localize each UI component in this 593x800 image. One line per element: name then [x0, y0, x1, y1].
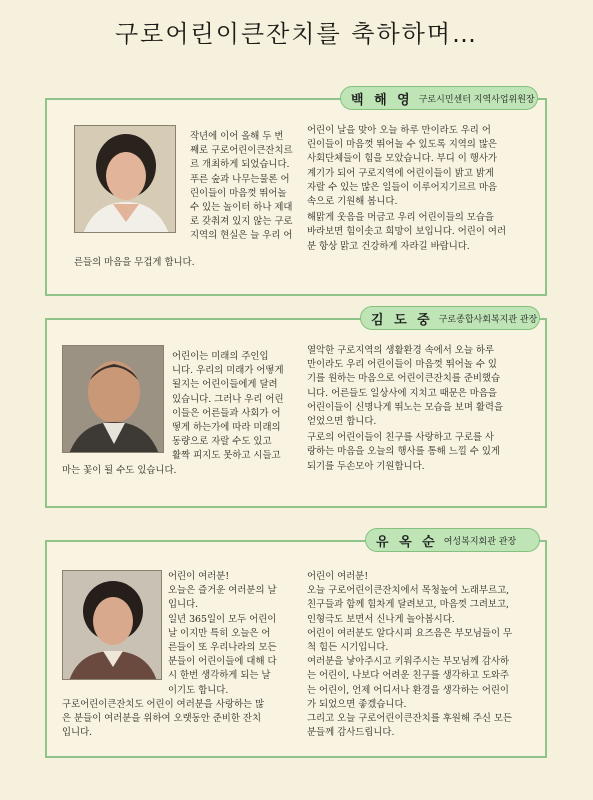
text-line: 구로의 어린이들이 친구를 사랑하고 구로를 사	[307, 432, 494, 444]
text-line: 어린이들이 신명나게 뛰노는 모습을 보며 활력을	[307, 401, 504, 413]
text-line: 계기가 되어 구로지역에 어린이들이 밝고 밝게	[307, 167, 494, 179]
text-line: 린이들이 마음껏 뛰어놀	[190, 187, 287, 199]
text-line: 가 되었으면 좋겠습니다.	[307, 698, 407, 710]
column-text	[172, 350, 284, 464]
text-line: 어린이 여러분도 알다시피 요즈음은 부모님들이 무	[307, 627, 513, 639]
text-line: 인형극도 보면서 신나게 놀아봅시다.	[307, 613, 455, 625]
column-text	[62, 464, 177, 478]
text-line: 만이라도 우리 어린이들이 마음껏 뛰어놀 수 있	[307, 359, 497, 371]
text-line: 얻었으면 합니다.	[307, 416, 377, 428]
text-line: 오늘은 즐거운 여러분의 날	[168, 585, 277, 597]
text-line: 은 분들이 여러분을 위하여 오랫동안 준비한 잔치	[62, 713, 262, 725]
name-tag	[360, 306, 540, 330]
text-line: 니다. 우리의 미래가 어떻게	[172, 365, 284, 377]
person-role: 구로종합사회복지관 관장	[438, 314, 538, 325]
person-name: 백 해 영	[351, 92, 413, 108]
name-tag	[340, 86, 538, 110]
text-line: 는 어린이, 나보다 어려운 친구를 생각하고 도와주	[307, 670, 509, 682]
text-line: 어린이는 미래의 주인입	[172, 351, 269, 362]
text-line: 일년 365일이 모두 어린이	[168, 613, 277, 625]
text-line: 니다. 어른들도 일상사에 지치고 때문은 마음을	[307, 387, 497, 399]
text-line: 르 개최하게 되었습니다.	[190, 159, 290, 171]
person-role: 여성복지회관 관장	[443, 536, 517, 547]
text-line: 째로 구로어린이큰잔치르	[190, 145, 293, 157]
column-text	[307, 570, 512, 740]
text-line: 수 있는 놀이터 하나 제대	[190, 202, 293, 214]
text-line: 기를 원하는 마음으로 어린이큰잔치를 준비했습	[307, 373, 501, 385]
text-line: 분들께 감사드립니다.	[307, 727, 395, 739]
text-line: 로 갖춰져 있지 않는 구로	[190, 216, 293, 228]
text-line: 자랄 수 있는 많은 일들이 이루어지기르르 마음	[307, 181, 497, 193]
text-line: 해맑게 웃음을 머금고 우리 어린이들의 모습을	[307, 212, 494, 224]
text-line: 어린이 여러분!	[307, 571, 369, 582]
text-line: 열악한 구로지역의 생활환경 속에서 오늘 하루	[307, 345, 494, 356]
person-role: 구로시민센터 지역사업위원장	[418, 94, 535, 105]
text-line: 날 이지만 특히 오늘은 어	[168, 627, 271, 639]
text-line: 는 어린이, 언제 어디서나 환경을 생각하는 어린이	[307, 684, 509, 696]
column-text	[307, 124, 506, 254]
portrait-photo	[74, 125, 176, 233]
text-line: 동량으로 자랄 수도 있고	[172, 436, 272, 448]
text-line: 바라보면 힘이솟고 희망이 보입니다. 어린이 여러	[307, 226, 507, 238]
text-line: 친구들과 함께 힘차게 달려보고, 마음껏 그려보고,	[307, 599, 509, 611]
text-line: 시 한번 생각하게 되는 날	[168, 670, 271, 682]
text-line: 지역의 현실은 늘 우리 어	[190, 230, 293, 242]
person-name: 김 도 중	[371, 312, 433, 328]
text-line: 어린이 여러분!	[168, 571, 230, 582]
text-line: 그리고 오늘 구로어린이큰잔치를 후원해 주신 모든	[307, 713, 513, 725]
text-line: 입니다.	[62, 727, 93, 739]
text-line: 구로어린이큰잔치도 어린이 여러분을 사랑하는 많	[62, 699, 265, 710]
text-line: 있습니다. 그러나 우리 어린	[172, 393, 284, 405]
column-text	[168, 570, 277, 698]
text-line: 사회단체들이 힘을 모았습니다. 부디 이 행사가	[307, 153, 497, 165]
text-line: 입니다.	[168, 599, 199, 611]
text-line: 이기도 합니다.	[168, 684, 229, 696]
text-line: 여러분을 낳아주시고 키워주시는 부모님께 감사하	[307, 656, 510, 668]
text-line: 른들의 마음을 무겁게 합니다.	[74, 257, 195, 268]
column-text	[74, 256, 195, 270]
text-line: 이들은 어른들과 사회가 어	[172, 407, 281, 419]
text-line: 활짝 피지도 못하고 시들고	[172, 450, 281, 462]
text-line: 될지는 어린이들에게 달려	[172, 379, 278, 391]
column-text	[62, 698, 264, 741]
person-name: 유 옥 순	[376, 534, 438, 550]
page-title: 구로어린이큰잔치를 축하하며…	[114, 20, 479, 48]
column-text	[307, 344, 503, 474]
text-line: 속으로 기원해 봅니다.	[307, 196, 398, 208]
portrait-photo	[62, 570, 162, 680]
portrait-photo	[62, 345, 164, 453]
column-text	[190, 130, 293, 244]
text-line: 마는 꽃이 될 수도 있습니다.	[62, 465, 177, 476]
text-line: 되기를 두손모아 기원합니다.	[307, 460, 425, 472]
text-line: 푸른 숲과 나무는물론 어	[190, 173, 290, 185]
text-line: 오늘 구로어린이큰잔치에서 목청높여 노래부르고,	[307, 585, 510, 597]
text-line: 랑하는 마음을 오늘의 행사를 통해 느낄 수 있게	[307, 446, 500, 458]
text-line: 린이들이 마음껏 뛰어놀 수 있도록 지역의 많은	[307, 139, 497, 151]
name-tag	[365, 528, 540, 552]
text-line: 른들이 또 우리나라의 모든	[168, 642, 277, 654]
text-line: 분 항상 맑고 건강하게 자라길 바랍니다.	[307, 240, 470, 252]
text-line: 작년에 이어 올해 두 번	[190, 131, 284, 142]
text-line: 어린이 날을 맞아 오늘 하루 만이라도 우리 어	[307, 125, 491, 136]
text-line: 분들이 어린이들에 대해 다	[168, 656, 277, 668]
text-line: 떻게 하는가에 따라 미래의	[172, 422, 281, 434]
text-line: 척 힘든 시기입니다.	[307, 642, 389, 654]
